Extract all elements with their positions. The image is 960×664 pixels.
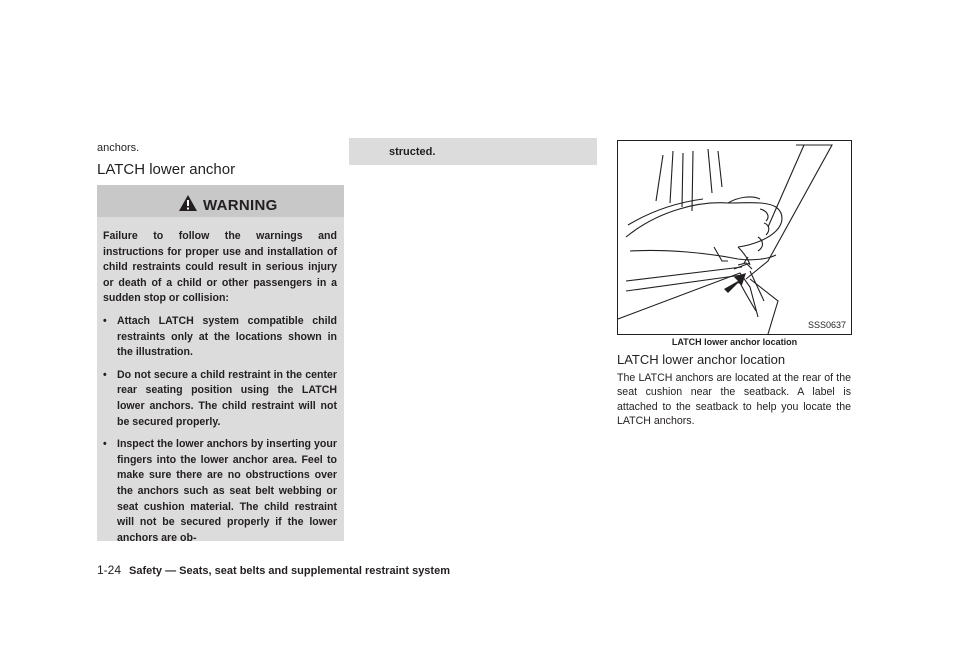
warning-header: [97, 185, 344, 217]
bullet-marker: •: [103, 438, 107, 451]
bullet-marker: •: [103, 368, 107, 381]
hand-seat-drawing: [618, 141, 851, 334]
warning-title: WARNING: [203, 197, 278, 214]
warning-box: [97, 185, 344, 544]
warning-continuation-text: structed.: [389, 146, 436, 158]
page-number: 1-24: [97, 563, 122, 577]
section-heading: LATCH lower anchor: [97, 161, 236, 178]
location-paragraph: The LATCH anchors are located at the rear of the seat cushion near the seatback. A label is attached to the seatback to help you locate the LATCH anchors.: [617, 372, 851, 428]
figure-caption: LATCH lower anchor location: [671, 337, 798, 347]
warning-lead: Failure to follow the warnings and instructions for proper use and installation of child restraints could result in serious injury or death of a child or other passengers in a sudden stop or collision:: [103, 230, 337, 305]
warning-continuation-box: [349, 138, 597, 165]
latch-anchor-illustration: [617, 140, 852, 335]
warning-bullet: [103, 437, 337, 546]
footer-section-title: Safety — Seats, seat belts and supplemental restraint system: [129, 565, 450, 577]
location-heading: LATCH lower anchor location: [617, 352, 786, 367]
figure-code: SSS0637: [807, 320, 846, 330]
warning-triangle-icon: [178, 194, 198, 212]
page-footer: [97, 563, 450, 577]
warning-bullet-text: Inspect the lower anchors by inserting your fingers into the lower anchor area. Feel to make sure there are no obstructions over the anchors such as seat belt webbing or seat cushion material. The child restraint will not be secured properly if the lower anchors are ob-: [117, 438, 337, 544]
warning-bullet-text: Do not secure a child restraint in the center rear seating position using the LATCH lower anchors. The child restraint will not be secured properly.: [117, 368, 337, 428]
bullet-marker: •: [103, 314, 107, 327]
warning-bullet: [103, 314, 337, 361]
warning-bullet: [103, 368, 337, 430]
warning-bullet-text: Attach LATCH system compatible child restraints only at the locations shown in the illustration.: [117, 314, 337, 359]
warning-body: [103, 229, 337, 546]
intro-text: anchors.: [97, 142, 140, 154]
